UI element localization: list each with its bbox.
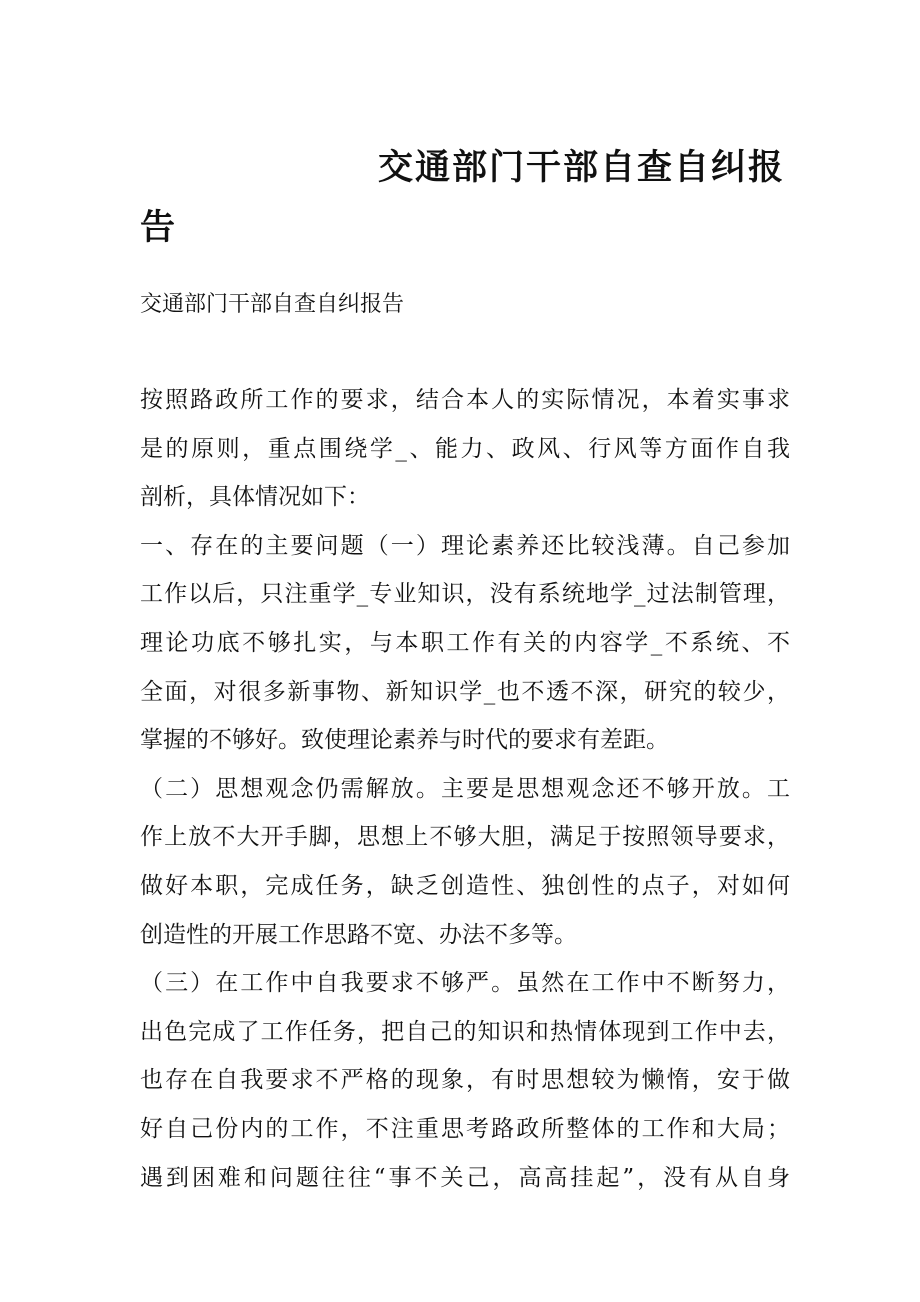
body-line: （三）在工作中自我要求不够严。虽然在工作中不断努力， <box>140 970 790 997</box>
body-line: 作上放不大开手脚，思想上不够大胆，满足于按照领导要求， <box>140 824 790 851</box>
body-line: 做好本职，完成任务，缺乏创造性、独创性的点子，对如何 <box>140 872 790 899</box>
body-line: 是的原则，重点围绕学_、能力、政风、行风等方面作自我 <box>140 435 790 462</box>
body-line: 出色完成了工作任务，把自己的知识和热情体现到工作中去， <box>140 1018 790 1045</box>
body-line: 掌握的不够好。致使理论素养与时代的要求有差距。 <box>140 727 669 754</box>
body-line: 好自己份内的工作，不注重思考路政所整体的工作和大局； <box>140 1115 790 1142</box>
body-line: 也存在自我要求不严格的现象，有时思想较为懒惰，安于做 <box>140 1067 790 1094</box>
body-line: （二）思想观念仍需解放。主要是思想观念还不够开放。工 <box>140 775 790 802</box>
body-line: 全面，对很多新事物、新知识学_也不透不深，研究的较少， <box>140 678 790 705</box>
body-line: 按照路政所工作的要求，结合本人的实际情况，本着实事求 <box>140 387 790 413</box>
body-line: 遇到困难和问题往往“事不关己，高高挂起”，没有从自身 <box>140 1164 790 1191</box>
body-line: 工作以后，只注重学_专业知识，没有系统地学_过法制管理， <box>140 581 790 608</box>
body-line: 创造性的开展工作思路不宽、办法不多等。 <box>140 921 577 948</box>
body-line: 一、存在的主要问题（一）理论素养还比较浅薄。自己参加 <box>140 532 790 559</box>
document-title-continuation: 告 <box>140 208 176 248</box>
document-body <box>140 380 790 1206</box>
body-line: 剖析，具体情况如下： <box>140 484 370 511</box>
document-subtitle: 交通部门干部自查自纠报告 <box>140 292 405 317</box>
document-title: 交通部门干部自查自纠报 <box>378 148 786 188</box>
body-line: 理论功底不够扎实，与本职工作有关的内容学_不系统、不 <box>140 629 790 656</box>
